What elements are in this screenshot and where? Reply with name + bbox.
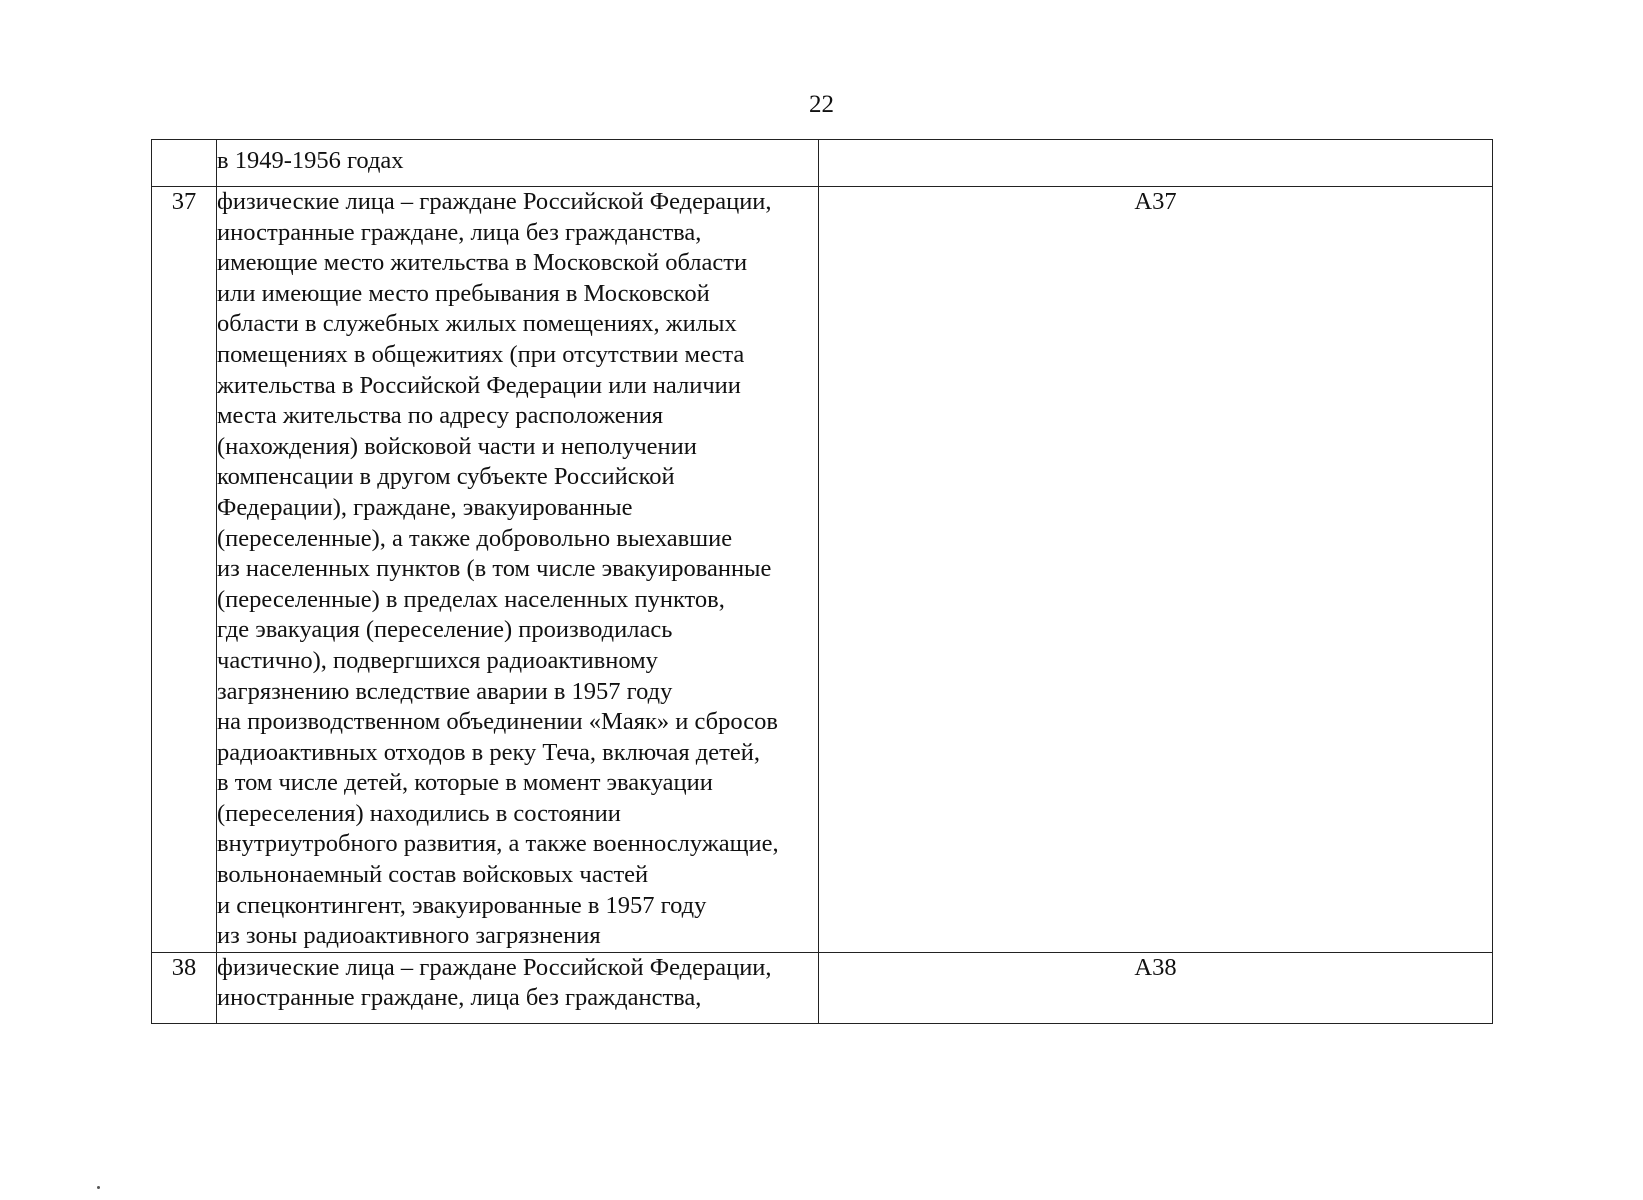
description-line: вольнонаемный состав войсковых частей [217, 861, 649, 889]
description-line: компенсации в другом субъекте Российской [217, 463, 675, 491]
row-description-cell [217, 952, 819, 1023]
description-line: жительства в Российской Федерации или наличии [217, 371, 741, 399]
row-number-cell: 38 [152, 952, 217, 1023]
description-line: загрязнению вследствие аварии в 1957 году [217, 677, 673, 705]
row-code-cell: А37 [819, 187, 1493, 953]
row-description-cell [217, 187, 819, 953]
description-line: области в служебных жилых помещениях, жилых [217, 310, 737, 338]
description-line: в 1949-1956 годах [217, 147, 404, 174]
description-line: на производственном объединении «Маяк» и сбросов [217, 708, 778, 736]
description-line: иностранные граждане, лица без гражданства, [217, 984, 702, 1012]
description-line: или имеющие место пребывания в Московской [217, 279, 710, 307]
page-number: 22 [809, 91, 834, 118]
description-line: где эвакуация (переселение) производилась [217, 616, 673, 644]
description-line: (переселенные), а также добровольно выехавшие [217, 524, 733, 552]
description-line: из зоны радиоактивного загрязнения [217, 922, 601, 950]
description-line: помещениях в общежитиях (при отсутствии места [217, 340, 745, 368]
description-line: иностранные граждане, лица без гражданства, [217, 218, 702, 246]
row-description-cell [217, 140, 819, 187]
table-row-continuation [152, 140, 1493, 187]
description-line: Федерации), граждане, эвакуированные [217, 493, 633, 521]
table-row [152, 187, 1493, 953]
description-line: частично), подвергшихся радиоактивному [217, 646, 658, 674]
description-line: радиоактивных отходов в реку Теча, включая детей, [217, 738, 760, 766]
description-line: внутриутробного развития, а также военнослужащие, [217, 830, 779, 858]
row-number-cell [152, 140, 217, 187]
row-number-cell: 37 [152, 187, 217, 953]
row-code-cell [819, 140, 1493, 187]
description-line: (нахождения) войсковой части и неполучении [217, 432, 697, 460]
table-row [152, 952, 1493, 1023]
description-line: места жительства по адресу расположения [217, 402, 664, 430]
description-line: и спецконтингент, эвакуированные в 1957 году [217, 891, 707, 919]
row-code-cell: А38 [819, 952, 1493, 1023]
scan-speck [97, 1186, 100, 1189]
description-line: из населенных пунктов (в том числе эвакуированные [217, 555, 772, 583]
description-line: в том числе детей, которые в момент эвакуации [217, 769, 713, 797]
classification-table [151, 139, 1493, 1024]
description-line: физические лица – граждане Российской Федерации, [217, 188, 772, 215]
description-line: (переселенные) в пределах населенных пунктов, [217, 585, 725, 613]
description-line: (переселения) находились в состоянии [217, 799, 621, 827]
description-line: имеющие место жительства в Московской области [217, 249, 748, 277]
description-line: физические лица – граждане Российской Федерации, [217, 953, 772, 981]
